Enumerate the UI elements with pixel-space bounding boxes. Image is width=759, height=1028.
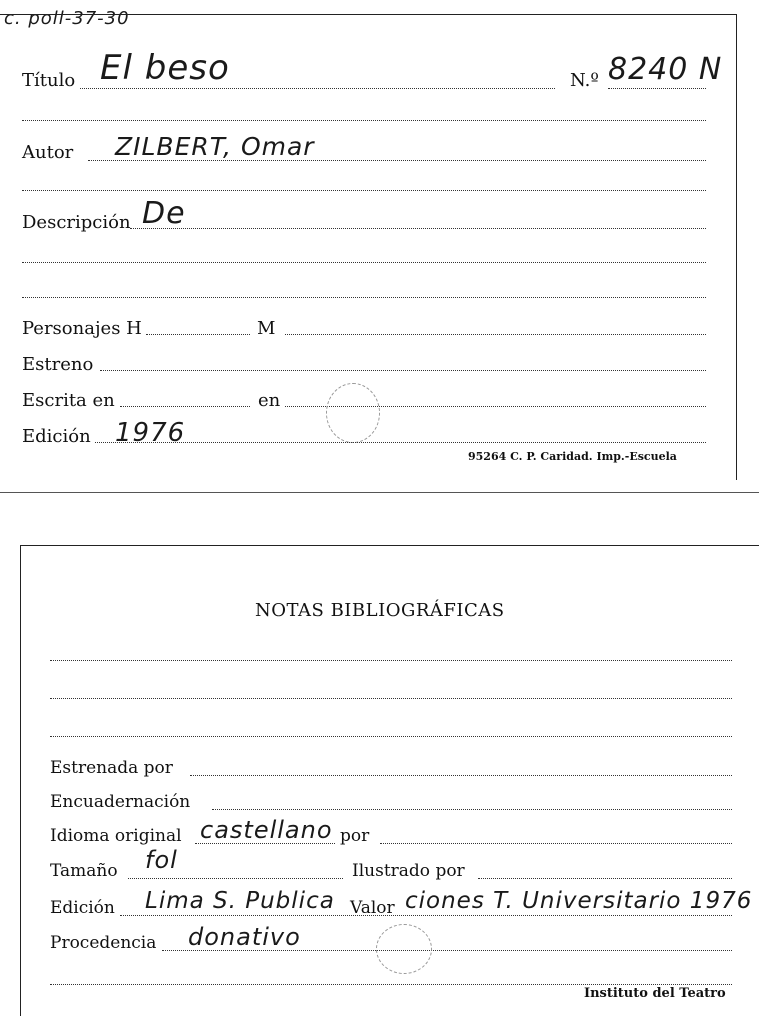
autor-label: Autor bbox=[22, 142, 74, 163]
descripcion-line bbox=[130, 228, 706, 229]
escrita-en2-label: en bbox=[258, 390, 281, 411]
idioma-label: Idioma original bbox=[50, 826, 182, 846]
titulo-line-2 bbox=[22, 120, 706, 121]
titulo-value: El beso bbox=[100, 48, 230, 88]
ilustrado-line bbox=[478, 878, 732, 879]
edicion-line bbox=[95, 442, 706, 443]
tamano-line bbox=[128, 878, 343, 879]
idioma-value: castellano bbox=[200, 816, 333, 844]
estreno-label: Estreno bbox=[22, 354, 94, 375]
corner-note: c. poll-37-30 bbox=[4, 8, 130, 29]
edicion2-value: Lima S. Publica bbox=[145, 888, 335, 914]
ilustrado-label: Ilustrado por bbox=[352, 861, 465, 881]
autor-value: ZILBERT, Omar bbox=[115, 132, 315, 161]
edicion2-label: Edición bbox=[50, 898, 115, 918]
footer-institute: Instituto del Teatro bbox=[584, 986, 726, 1001]
idioma-por-line bbox=[380, 843, 732, 844]
autor-line bbox=[88, 160, 706, 161]
numero-label: N.º bbox=[570, 70, 599, 91]
procedencia-label: Procedencia bbox=[50, 933, 157, 953]
personajes-label: Personajes H bbox=[22, 318, 142, 339]
procedencia-line bbox=[162, 950, 732, 951]
tamano-label: Tamaño bbox=[50, 861, 118, 881]
edicion-label: Edición bbox=[22, 426, 91, 447]
personajes-m-label: M bbox=[257, 318, 276, 339]
valor-label: Valor bbox=[350, 898, 395, 918]
notas-line-1 bbox=[50, 660, 732, 661]
edicion-value: 1976 bbox=[115, 418, 186, 448]
notas-line-3 bbox=[50, 736, 732, 737]
notas-line-2 bbox=[50, 698, 732, 699]
estreno-line bbox=[100, 370, 706, 371]
idioma-por-label: por bbox=[340, 826, 370, 846]
encuadernacion-label: Encuadernación bbox=[50, 792, 191, 812]
tamano-value: fol bbox=[145, 846, 178, 874]
descripcion-label: Descripción bbox=[22, 212, 131, 233]
procedencia-value: donativo bbox=[188, 923, 301, 951]
stamp-mark bbox=[326, 383, 380, 443]
notas-line-final bbox=[50, 984, 732, 985]
titulo-line bbox=[80, 88, 555, 89]
descripcion-value: De bbox=[142, 196, 186, 231]
edicion2-line bbox=[120, 915, 732, 916]
autor-line-2 bbox=[22, 190, 706, 191]
notas-heading: NOTAS BIBLIOGRÁFICAS bbox=[255, 600, 505, 621]
encuadernacion-line bbox=[212, 809, 732, 810]
personajes-m-line bbox=[285, 334, 706, 335]
personajes-h-line bbox=[146, 334, 250, 335]
numero-line bbox=[608, 88, 706, 89]
estrenada-label: Estrenada por bbox=[50, 758, 173, 778]
titulo-label: Título bbox=[22, 70, 76, 91]
estrenada-line bbox=[190, 775, 732, 776]
escrita-line bbox=[120, 406, 250, 407]
escrita-label: Escrita en bbox=[22, 390, 115, 411]
valor-value: ciones T. Universitario 1976 bbox=[405, 888, 753, 914]
descripcion-line-3 bbox=[22, 297, 706, 298]
printer-imprint: 95264 C. P. Caridad. Imp.-Escuela bbox=[468, 450, 677, 463]
descripcion-line-2 bbox=[22, 262, 706, 263]
idioma-line bbox=[195, 843, 335, 844]
cards-divider bbox=[0, 492, 759, 493]
stamp-mark-2 bbox=[376, 924, 432, 974]
numero-value: 8240 N bbox=[608, 52, 723, 87]
